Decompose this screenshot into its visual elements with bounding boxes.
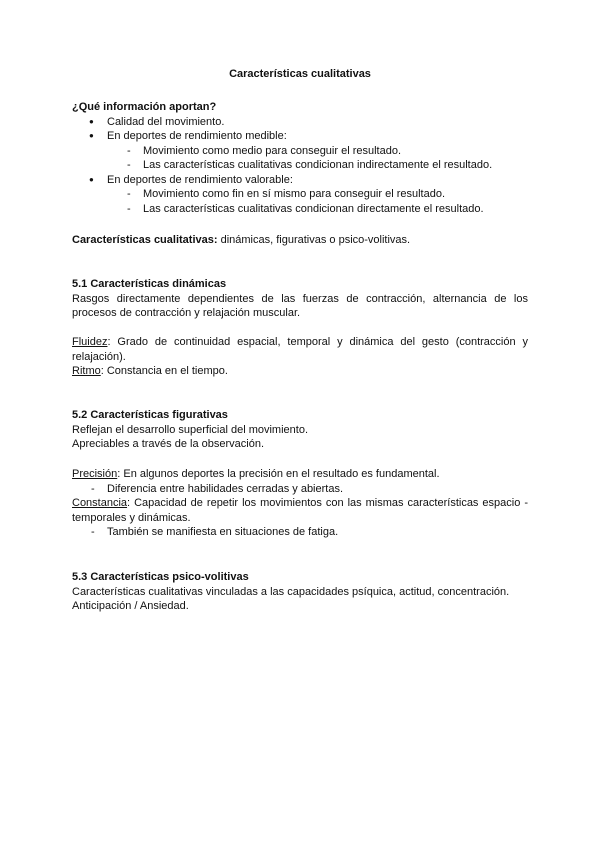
- question-heading: ¿Qué información aportan?: [72, 101, 217, 113]
- bullet-list: [72, 115, 528, 144]
- section-line: Anticipación / Ansiedad.: [72, 600, 189, 612]
- ritmo-text: : Constancia en el tiempo.: [100, 365, 228, 377]
- bullet-text: Calidad del movimiento.: [107, 115, 225, 128]
- ritmo-paragraph: [72, 364, 528, 379]
- sub-list: [72, 482, 528, 497]
- summary-label: Características cualitativas:: [72, 234, 218, 246]
- section-dinamicas: [72, 277, 528, 321]
- fluidez-text: : Grado de continuidad espacial, temporal y dinámica del gesto (contracción y relajación).: [72, 336, 528, 363]
- sub-item-text: También se manifiesta en situaciones de fatiga.: [107, 526, 339, 538]
- section-heading: 5.3 Características psico-volitivas: [72, 571, 249, 583]
- sub-item-text: Las características cualitativas condicionan directamente el resultado.: [143, 202, 484, 215]
- question-section: [72, 100, 528, 216]
- bullet-text: En deportes de rendimiento valorable:: [107, 173, 293, 186]
- list-item: [72, 202, 528, 217]
- sub-item-text: Diferencia entre habilidades cerradas y abiertas.: [107, 482, 344, 495]
- list-item: [72, 144, 528, 159]
- fluidez-label: Fluidez: [72, 336, 108, 348]
- constancia-label: Constancia: [72, 497, 128, 509]
- list-item: [72, 158, 528, 173]
- sub-list: [72, 187, 528, 216]
- section-psico-volitivas: [72, 570, 528, 614]
- list-item: [72, 129, 528, 144]
- sub-item-text: Movimiento como fin en sí mismo para conseguir el resultado.: [143, 188, 446, 200]
- section-figurativas: [72, 408, 528, 452]
- section-heading: 5.2 Características figurativas: [72, 409, 228, 421]
- sub-item-text: Las características cualitativas condicionan indirectamente el resultado.: [143, 159, 493, 171]
- precision-label: Precisión: [72, 468, 118, 480]
- sub-list: [72, 144, 528, 173]
- bullet-text: En deportes de rendimiento medible:: [107, 130, 287, 142]
- sub-item-text: Movimiento como medio para conseguir el resultado.: [143, 144, 402, 157]
- fluidez-paragraph: [72, 335, 528, 364]
- precision-paragraph: [72, 467, 528, 540]
- section-line: Características cualitativas vinculadas a las capacidades psíquica, actitud, concentración.: [72, 585, 510, 598]
- summary-text: dinámicas, figurativas o psico-volitivas.: [217, 234, 411, 246]
- page-title: Características cualitativas: [229, 68, 371, 80]
- section-heading: 5.1 Características dinámicas: [72, 278, 227, 290]
- list-item: [72, 173, 528, 188]
- list-item: [72, 187, 528, 202]
- section-intro: Rasgos directamente dependientes de las fuerzas de contracción, alternancia de los procesos de contracción y relajación muscular.: [72, 292, 528, 319]
- section-line: Apreciables a través de la observación.: [72, 438, 264, 450]
- section-line: Reflejan el desarrollo superficial del movimiento.: [72, 423, 309, 436]
- list-item: [72, 115, 528, 130]
- sub-list: [72, 525, 528, 540]
- summary-line: [72, 233, 528, 248]
- ritmo-label: Ritmo: [72, 365, 101, 377]
- list-item: [72, 482, 528, 497]
- list-item: [72, 525, 528, 540]
- constancia-text: : Capacidad de repetir los movimientos con las mismas características espacio - temporales y dinámicas.: [72, 497, 528, 524]
- precision-text: : En algunos deportes la precisión en el resultado es fundamental.: [117, 468, 440, 480]
- bullet-list: [72, 173, 528, 188]
